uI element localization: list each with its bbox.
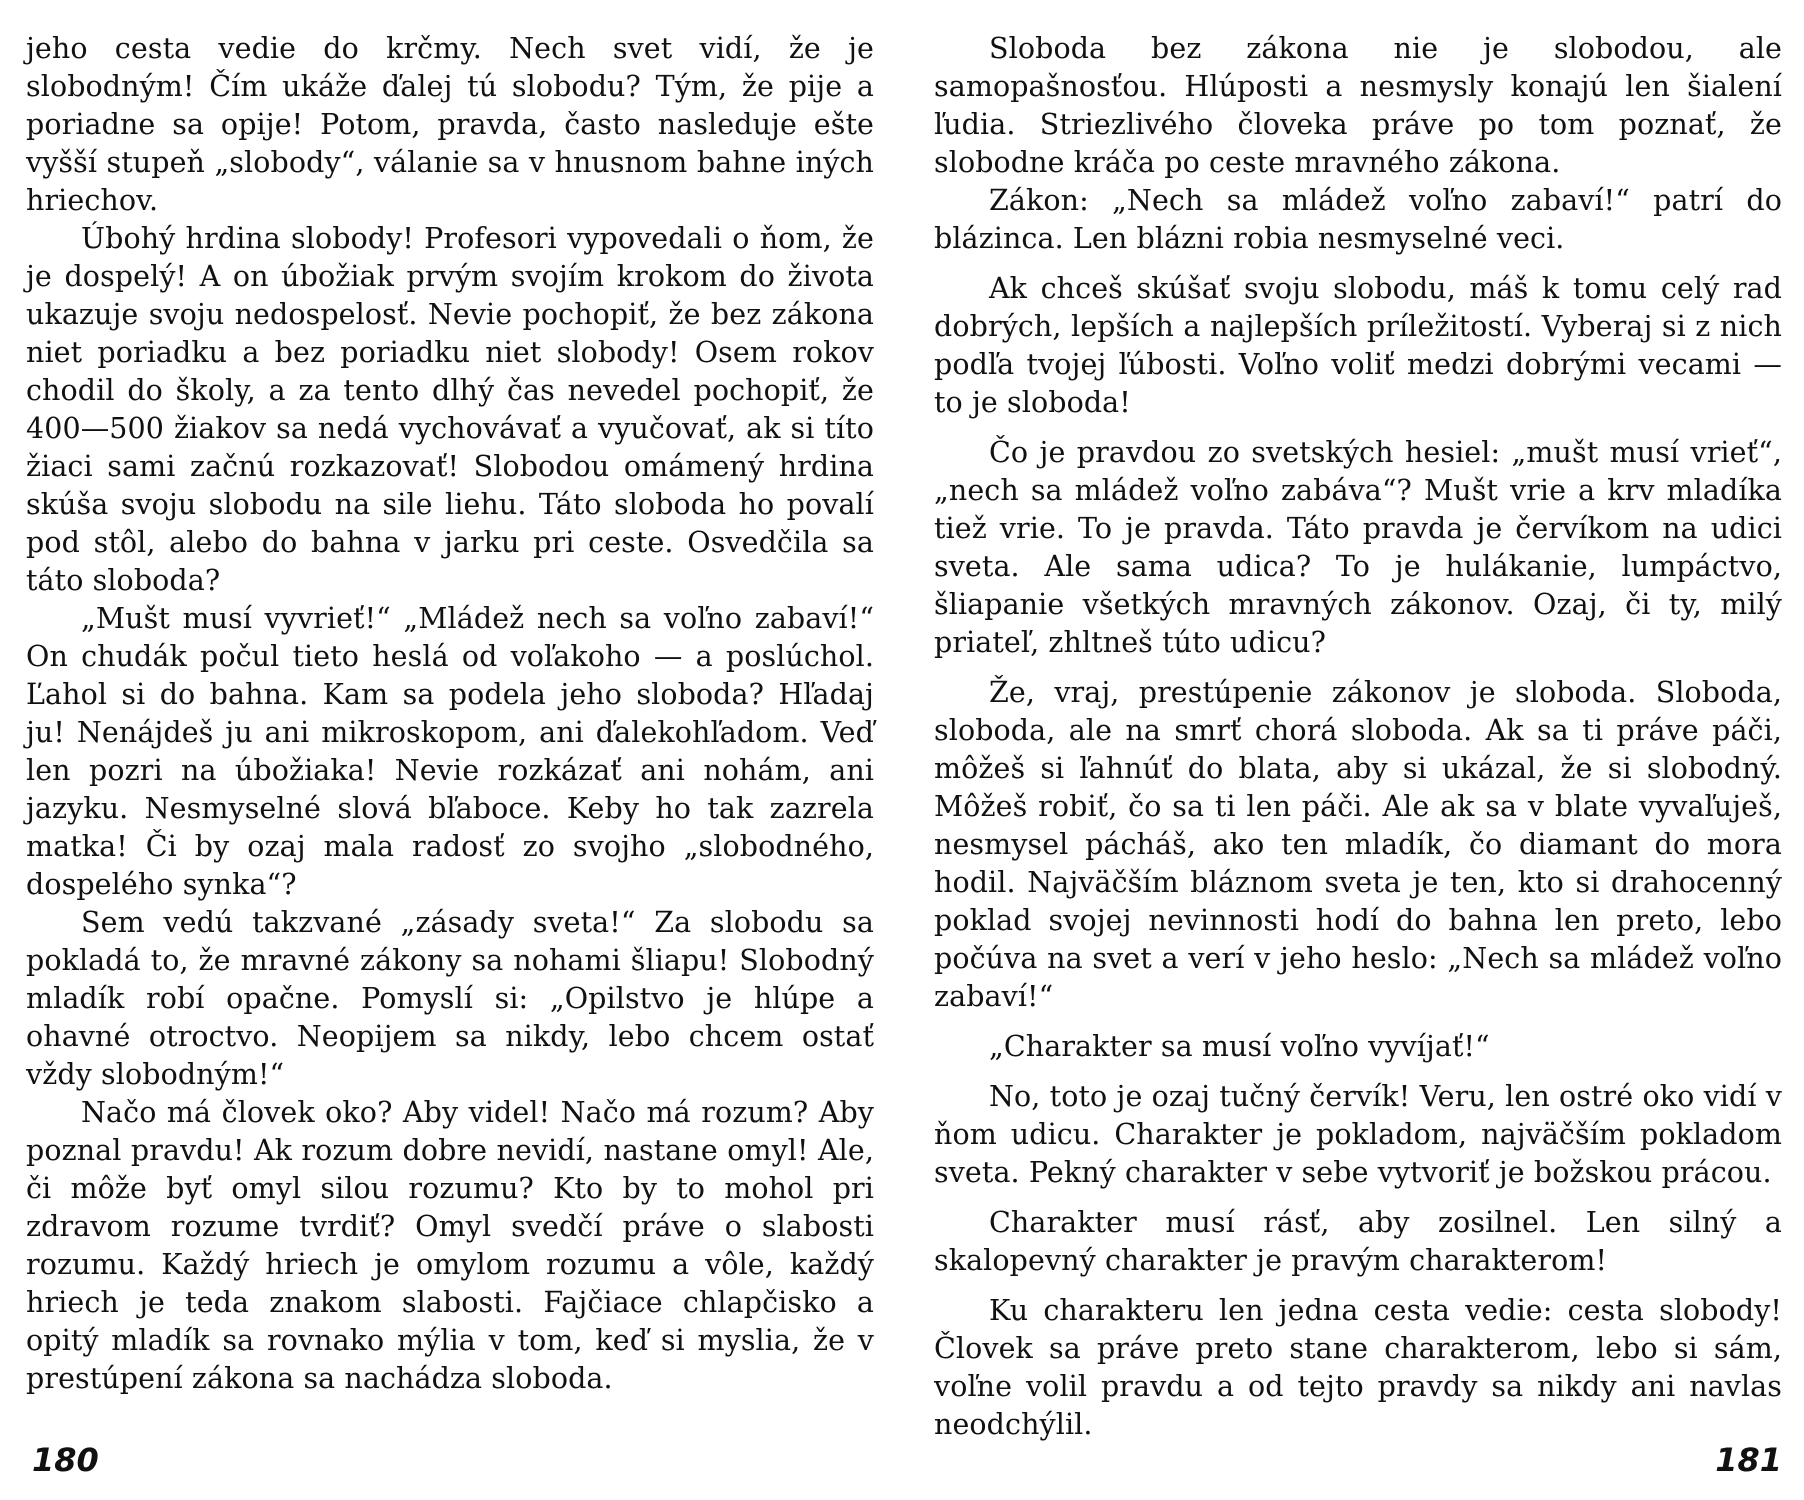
left-paragraph-5: Načo má človek oko? Aby videl! Načo má rozum? Aby poznal pravdu! Ak rozum dobre nevidí, nastane omyl! Ale, či môže byť omyl silou rozumu? Kto by to mohol pri zdravom rozume tvrdiť? Omyl svedčí práve o slabosti rozumu. Každý hriech je omylom rozumu a vôle, každý hriech je teda znakom slabosti. Fajčiace chlapčisko a opitý mladík sa rovnako mýlia v tom, keď si myslia, že v prestúpení zákona sa nachádza sloboda.: [26, 1096, 874, 1395]
right-page-text-column: [934, 30, 1782, 1456]
right-paragraph-9: Ku charakteru len jedna cesta vedie: cesta slobody! Človek sa práve preto stane charakterom, lebo si sám, voľne volil pravdu a od tejto pravdy sa nikdy ani navlas neodchýlil.: [934, 1294, 1782, 1441]
left-paragraph-3: „Mušt musí vyvrieť!“ „Mládež nech sa voľno zabaví!“ On chudák počul tieto heslá od voľakoho — a poslúchol. Ľahol si do bahna. Kam sa podela jeho sloboda? Hľadaj ju! Nenájdeš ju ani mikroskopom, ani ďalekohľadom. Veď len pozri na úbožiaka! Nevie rozkázať ani nohám, ani jazyku. Nesmyselné slová bľaboce. Keby ho tak zazrela matka! Či by ozaj mala radosť zo svojho „slobodného, dospelého synka“?: [26, 602, 874, 901]
left-paragraph-1: jeho cesta vedie do krčmy. Nech svet vidí, že je slobodným! Čím ukáže ďalej tú slobodu? Tým, že pije a poriadne sa opije! Potom, pravda, často nasleduje ešte vyšší stupeň „slobody“, válanie sa v hnusnom bahne iných hriechov.: [26, 32, 874, 217]
right-page: [934, 0, 1782, 1500]
right-paragraph-2: Zákon: „Nech sa mládež voľno zabaví!“ patrí do blázinca. Len blázni robia nesmyselné veci.: [934, 184, 1782, 255]
left-page-number: 180: [32, 1441, 99, 1479]
right-paragraph-8: Charakter musí rásť, aby zosilnel. Len silný a skalopevný charakter je pravým charakterom!: [934, 1206, 1782, 1277]
left-page: [26, 0, 874, 1500]
right-paragraph-7: No, toto je ozaj tučný červík! Veru, len ostré oko vidí v ňom udicu. Charakter je pokladom, najväčším pokladom sveta. Pekný charakter v sebe vytvoriť je božskou prácou.: [934, 1080, 1782, 1189]
right-page-number: 181: [1715, 1441, 1782, 1479]
right-paragraph-3: Ak chceš skúšať svoju slobodu, máš k tomu celý rad dobrých, lepších a najlepších príležitostí. Vyberaj si z nich podľa tvojej ľúbosti. Voľno voliť medzi dobrými vecami — to je sloboda!: [934, 272, 1782, 419]
right-paragraph-1: Sloboda bez zákona nie je slobodou, ale samopašnosťou. Hlúposti a nesmysly konajú len šialení ľudia. Striezlivého človeka práve po tom poznať, že slobodne kráča po ceste mravného zákona.: [934, 32, 1782, 179]
left-page-text-column: [26, 30, 874, 1398]
right-paragraph-4: Čo je pravdou zo svetských hesiel: „mušt musí vrieť“, „nech sa mládež voľno zabáva“? Mušt vrie a krv mladíka tiež vrie. To je pravda. Táto pravda je červíkom na udici sveta. Ale sama udica? To je hulákanie, lumpáctvo, šliapanie všetkých mravných zákonov. Ozaj, či ty, milý priateľ, zhltneš túto udicu?: [934, 436, 1782, 659]
right-paragraph-5: Že, vraj, prestúpenie zákonov je sloboda. Sloboda, sloboda, ale na smrť chorá sloboda. Ak sa ti práve páči, môžeš si ľahnúť do blata, aby si ukázal, že si slobodný. Môžeš robiť, čo sa ti len páči. Ale ak sa v blate vyvaľuješ, nesmysel pácháš, ako ten mladík, čo diamant do mora hodil. Najväčším bláznom sveta je ten, kto si drahocenný poklad svojej nevinnosti hodí do bahna len preto, lebo počúva na svet a verí v jeho heslo: „Nech sa mládež voľno zabaví!“: [934, 676, 1782, 1013]
right-paragraph-6: „Charakter sa musí voľno vyvíjať!“: [989, 1030, 1490, 1063]
left-paragraph-4: Sem vedú takzvané „zásady sveta!“ Za slobodu sa pokladá to, že mravné zákony sa nohami šliapu! Slobodný mladík robí opačne. Pomyslí si: „Opilstvo je hlúpe a ohavné otroctvo. Neopijem sa nikdy, lebo chcem ostať vždy slobodným!“: [26, 906, 874, 1091]
left-paragraph-2: Úbohý hrdina slobody! Profesori vypovedali o ňom, že je dospelý! A on úbožiak prvým svojím krokom do života ukazuje svoju nedospelosť. Nevie pochopiť, že bez zákona niet poriadku a bez poriadku niet slobody! Osem rokov chodil do školy, a za tento dlhý čas nevedel pochopiť, že 400—500 žiakov sa nedá vychovávať a vyučovať, ak si títo žiaci sami začnú rozkazovať! Slobodou omámený hrdina skúša svoju slobodu na sile liehu. Táto sloboda ho povalí pod stôl, alebo do bahna v jarku pri ceste. Osvedčila sa táto sloboda?: [26, 222, 874, 597]
